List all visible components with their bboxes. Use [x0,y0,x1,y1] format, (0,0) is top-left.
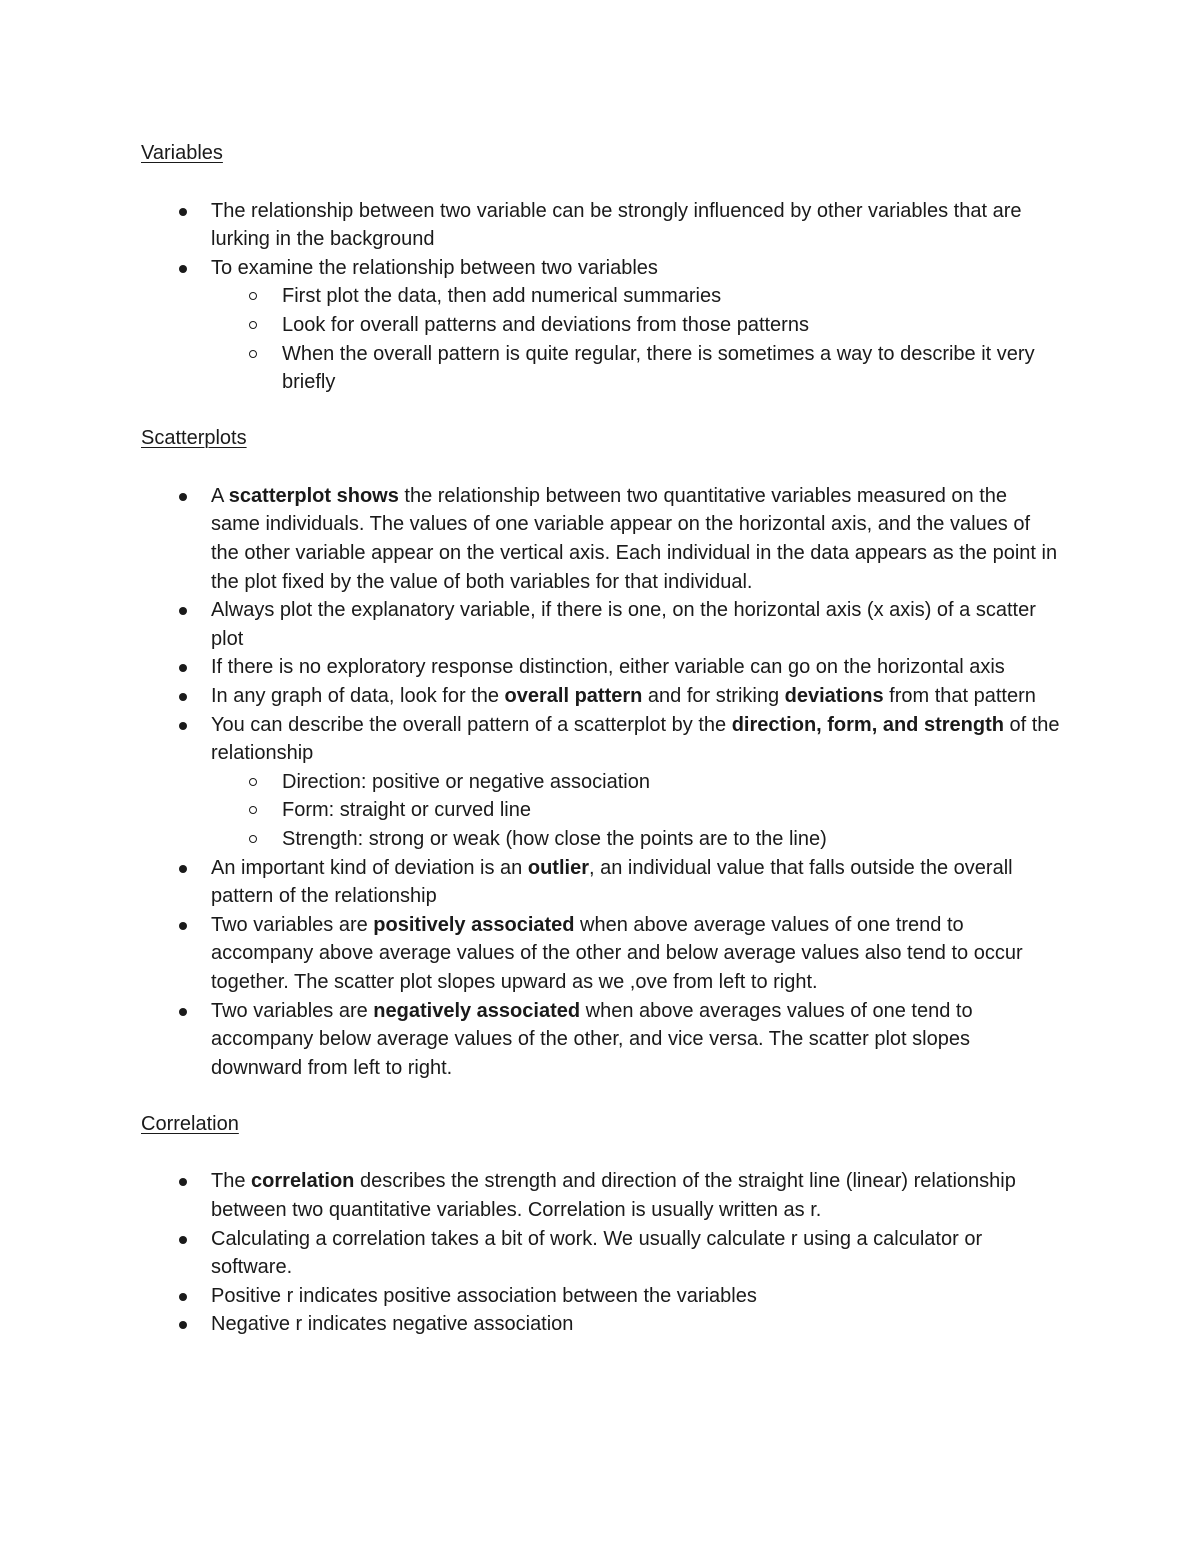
bullet-dot-icon [179,1321,187,1329]
list-item [141,1167,1061,1224]
bullet-circle-icon [249,321,257,329]
bullet-circle-icon [249,350,257,358]
bold-term: negatively associated [373,999,581,1022]
bullet-list [141,197,1061,397]
list-item [141,197,1061,254]
list-item [141,596,1061,653]
list-item-text: The correlation describes the strength and direction of the straight line (linear) relationship between two quantitative variables. Correlation is usually written as r. [211,1170,1016,1221]
list-item-text: In any graph of data, look for the overall pattern and for striking deviations from that pattern [211,685,1036,707]
bullet-list [141,482,1061,1082]
bullet-dot-icon [179,1236,187,1244]
bullet-dot-icon [179,865,187,873]
list-item-text: Two variables are negatively associated when above averages values of one tend to accompany below average values of the other, and vice versa. The scatter plot slopes downward from left to right. [211,999,973,1079]
bullet-circle-icon [249,292,257,300]
sub-list-item [211,340,1061,397]
list-item-text: Calculating a correlation takes a bit of work. We usually calculate r using a calculator or software. [211,1227,983,1279]
list-item-text: Positive r indicates positive association between the variables [211,1284,757,1307]
bold-term: direction, form, and strength [731,713,1004,736]
bullet-dot-icon [179,1178,187,1186]
bold-term: outlier [527,856,589,879]
list-item [141,1225,1061,1282]
list-item-text: The relationship between two variable can be strongly influenced by other variables that are lurking in the background [211,199,1022,251]
bold-term: correlation [251,1170,355,1193]
section-scatterplots [141,424,1061,1082]
sub-list-item-text: First plot the data, then add numerical summaries [282,285,722,308]
bold-term: scatterplot shows [228,484,399,507]
bullet-circle-icon [249,835,257,843]
sub-list-item [211,825,1061,854]
sub-list-item [211,311,1061,340]
bullet-circle-icon [249,778,257,786]
sub-list-item [211,768,1061,797]
list-item-text: Negative r indicates negative association [211,1313,574,1336]
list-item-text: Always plot the explanatory variable, if there is one, on the horizontal axis (x axis) of a scatter plot [211,599,1036,650]
sub-bullet-list [211,768,1061,854]
list-item [141,1310,1061,1339]
sub-list-item-text: Direction: positive or negative association [282,770,650,793]
sub-list-item-text: Form: straight or curved line [282,799,531,822]
list-item-text: A scatterplot shows the relationship between two quantitative variables measured on the same individuals. The values of one variable appear on the horizontal axis, and the values of the other variable appear on the vertical axis. Each individual in the data appears as the point in the plot fixed by the value of both variables for that individual. [211,484,1058,593]
sub-bullet-list [211,282,1061,396]
list-item [141,854,1061,911]
bullet-dot-icon [179,1293,187,1301]
list-item-text: To examine the relationship between two variables [211,256,658,279]
list-item [141,911,1061,997]
list-item [141,1282,1061,1311]
list-item [141,997,1061,1083]
bullet-list [141,1167,1061,1339]
bullet-dot-icon [179,1008,187,1016]
bullet-dot-icon [179,664,187,672]
bullet-dot-icon [179,693,187,701]
bullet-dot-icon [179,208,187,216]
section-heading: Correlation [141,1112,239,1135]
document-body [141,139,1061,1339]
sub-list-item-text: Strength: strong or weak (how close the points are to the line) [282,827,827,850]
list-item-text: If there is no exploratory response distinction, either variable can go on the horizontal axis [211,656,1005,679]
section-heading: Scatterplots [141,427,247,450]
bold-term: positively associated [373,913,575,936]
bullet-dot-icon [179,922,187,930]
bullet-dot-icon [179,607,187,615]
bullet-circle-icon [249,806,257,814]
bold-term: deviations [784,685,884,707]
list-item [141,682,1061,711]
sub-list-item-text: Look for overall patterns and deviations from those patterns [282,313,809,336]
bullet-dot-icon [179,722,187,730]
list-item-text: An important kind of deviation is an outlier, an individual value that falls outside the overall pattern of the relationship [211,856,1013,908]
sub-list-item [211,282,1061,311]
section-correlation [141,1110,1061,1339]
bullet-dot-icon [179,265,187,273]
section-heading: Variables [141,142,223,164]
list-item-text: You can describe the overall pattern of a scatterplot by the direction, form, and strength of the relationship [211,713,1060,765]
list-item-text: Two variables are positively associated when above average values of one trend to accompany above average values of the other and below average values also tend to occur together. The scatter plot slopes upward as we ,ove from left to right. [211,913,1023,993]
section-variables [141,139,1061,397]
sub-list-item-text: When the overall pattern is quite regular, there is sometimes a way to describe it very briefly [282,342,1035,394]
list-item [141,482,1061,596]
list-item [141,254,1061,397]
bullet-dot-icon [179,493,187,501]
sub-list-item [211,796,1061,825]
list-item [141,711,1061,854]
list-item [141,653,1061,682]
bold-term: overall pattern [504,685,643,707]
